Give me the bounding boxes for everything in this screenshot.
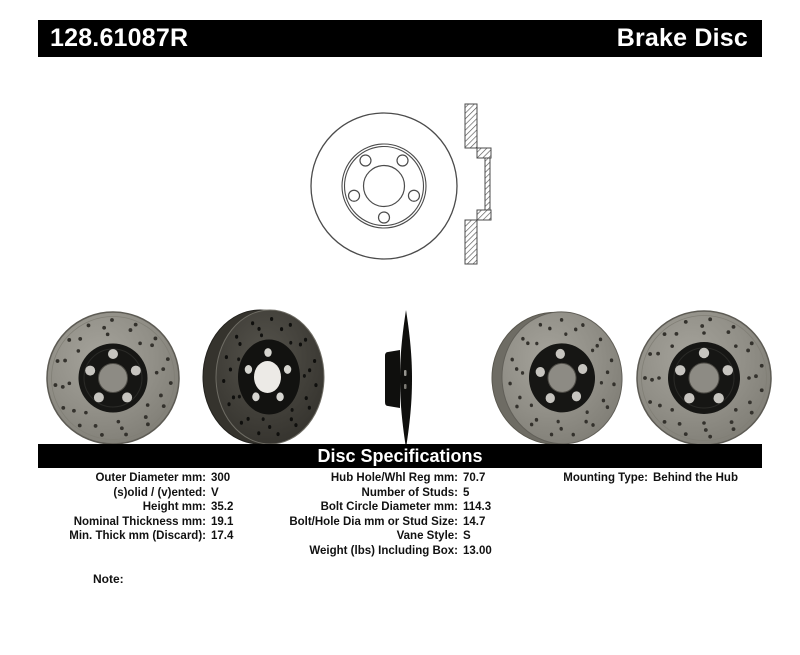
spec-value: 35.2	[211, 501, 234, 514]
spec-row	[272, 544, 492, 559]
spec-row	[38, 529, 233, 544]
spec-value: 5	[463, 486, 470, 499]
spec-value: 13.00	[463, 544, 492, 557]
spec-row	[38, 515, 233, 530]
header-bar	[38, 20, 762, 57]
note-label: Note:	[93, 572, 124, 586]
rotor-line-drawing-cross-section	[459, 102, 499, 266]
spec-value: Behind the Hub	[653, 472, 738, 484]
spec-value: 114.3	[463, 501, 492, 514]
spec-value: 70.7	[463, 472, 486, 484]
rotor-photo-angled-gray	[488, 308, 633, 448]
spec-value: 17.4	[211, 530, 234, 543]
spec-value: S	[463, 530, 471, 543]
spec-label: Vane Style:	[396, 530, 458, 543]
spec-label: (s)olid / (v)ented:	[113, 486, 206, 499]
part-number: 128.61087R	[50, 24, 189, 52]
rotor-photo-front-left	[45, 308, 185, 448]
rotor-photo-front-right	[633, 307, 775, 449]
rotor-line-drawing-front	[306, 108, 462, 264]
spec-row	[272, 529, 492, 544]
spec-label: Weight (lbs) Including Box:	[309, 544, 458, 557]
product-type-title: Brake Disc	[616, 24, 748, 52]
rotor-photo-angled-dark	[196, 306, 338, 450]
spec-label: Bolt/Hole Dia mm or Stud Size:	[289, 515, 458, 528]
spec-label: Outer Diameter mm:	[95, 472, 206, 484]
spec-row	[38, 471, 233, 486]
spec-row	[38, 486, 233, 501]
spec-label: Mounting Type:	[563, 472, 648, 484]
spec-label: Bolt Circle Diameter mm:	[320, 501, 458, 514]
spec-value: 300	[211, 472, 231, 484]
spec-label: Hub Hole/Whl Reg mm:	[330, 472, 458, 484]
spec-label: Height mm:	[142, 501, 206, 514]
spec-label: Min. Thick mm (Discard):	[69, 530, 206, 543]
spec-row	[556, 471, 738, 486]
spec-column-left	[38, 471, 233, 544]
spec-row	[272, 515, 492, 530]
spec-row	[272, 471, 492, 486]
spec-row	[272, 500, 492, 515]
spec-value: V	[211, 486, 219, 499]
rotor-photo-side-profile	[372, 306, 428, 452]
spec-row	[38, 500, 233, 515]
spec-value: 19.1	[211, 515, 234, 528]
spec-value: 14.7	[463, 515, 486, 528]
spec-label: Nominal Thickness mm:	[73, 515, 206, 528]
spec-column-middle	[272, 471, 492, 559]
spec-section-title: Disc Specifications	[317, 445, 483, 466]
spec-row	[272, 486, 492, 501]
spec-label: Number of Studs:	[361, 486, 458, 499]
spec-section-bar	[38, 444, 762, 468]
spec-column-right	[556, 471, 738, 486]
